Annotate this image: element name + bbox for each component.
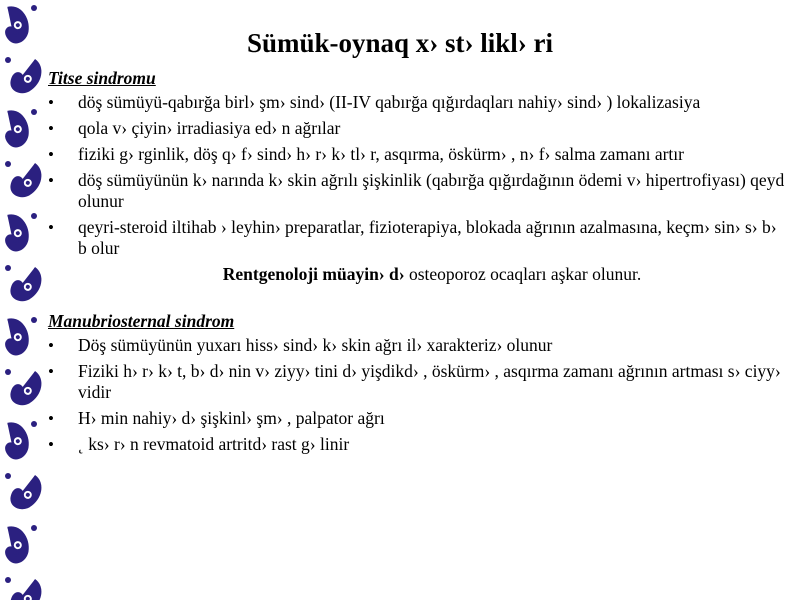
list-item: • fiziki g› rginlik, döş q› f› sind› h› r› k› tl› r, asqırma, öskürm› , n› f› salma zamanı artır xyxy=(48,144,788,165)
section-heading-manubriosternal: Manubriosternal sindrom xyxy=(48,311,235,331)
list-item: • qola v› çiyin› irradiasiya ed› n ağrılar xyxy=(48,118,788,139)
xray-label: Rentgenoloji müayin› d› xyxy=(222,264,409,284)
slide-content xyxy=(48,68,788,460)
titse-list xyxy=(48,92,788,259)
list-item: • ˛ ks› r› n revmatoid artritd› rast g› linir xyxy=(48,434,788,455)
slide-title: Sümük-oynaq x› st› likl› ri xyxy=(246,28,554,58)
list-item: • Döş sümüyünün yuxarı hiss› sind› k› skin ağrı il› xarakteriz› olunur xyxy=(48,335,788,356)
list-item: • döş sümüyünün k› narında k› skin ağrılı şişkinlik (qabırğa qığırdağının ödemi v› hipertrofiyası) qeyd olunur xyxy=(48,170,788,212)
xray-text: osteoporoz ocaqları aşkar olunur. xyxy=(408,264,642,284)
decorative-paisley-border xyxy=(0,0,44,600)
manubriosternal-list xyxy=(48,335,788,455)
paisley-ornament-icon xyxy=(0,0,44,600)
list-item: • Fiziki h› r› k› t, b› d› nin v› ziyy› tini d› yişdikd› , öskürm› , asqırma zamanı ağrının artması s› ciyy› vidir xyxy=(48,361,788,403)
list-item: • döş sümüyü-qabırğa birl› şm› sind› (II-IV qabırğa qığırdaqları nahiy› sind› ) lokalizasiya xyxy=(48,92,788,113)
list-item: • qeyri-steroid iltihab › leyhin› preparatlar, fizioterapiya, blokada ağrının azalmasına, keçm› sin› s› b› b olur xyxy=(48,217,788,259)
xray-finding xyxy=(48,264,788,285)
list-item: • H› min nahiy› d› şişkinl› şm› , palpator ağrı xyxy=(48,408,788,429)
section-heading-titse: Titse sindromu xyxy=(48,68,156,88)
